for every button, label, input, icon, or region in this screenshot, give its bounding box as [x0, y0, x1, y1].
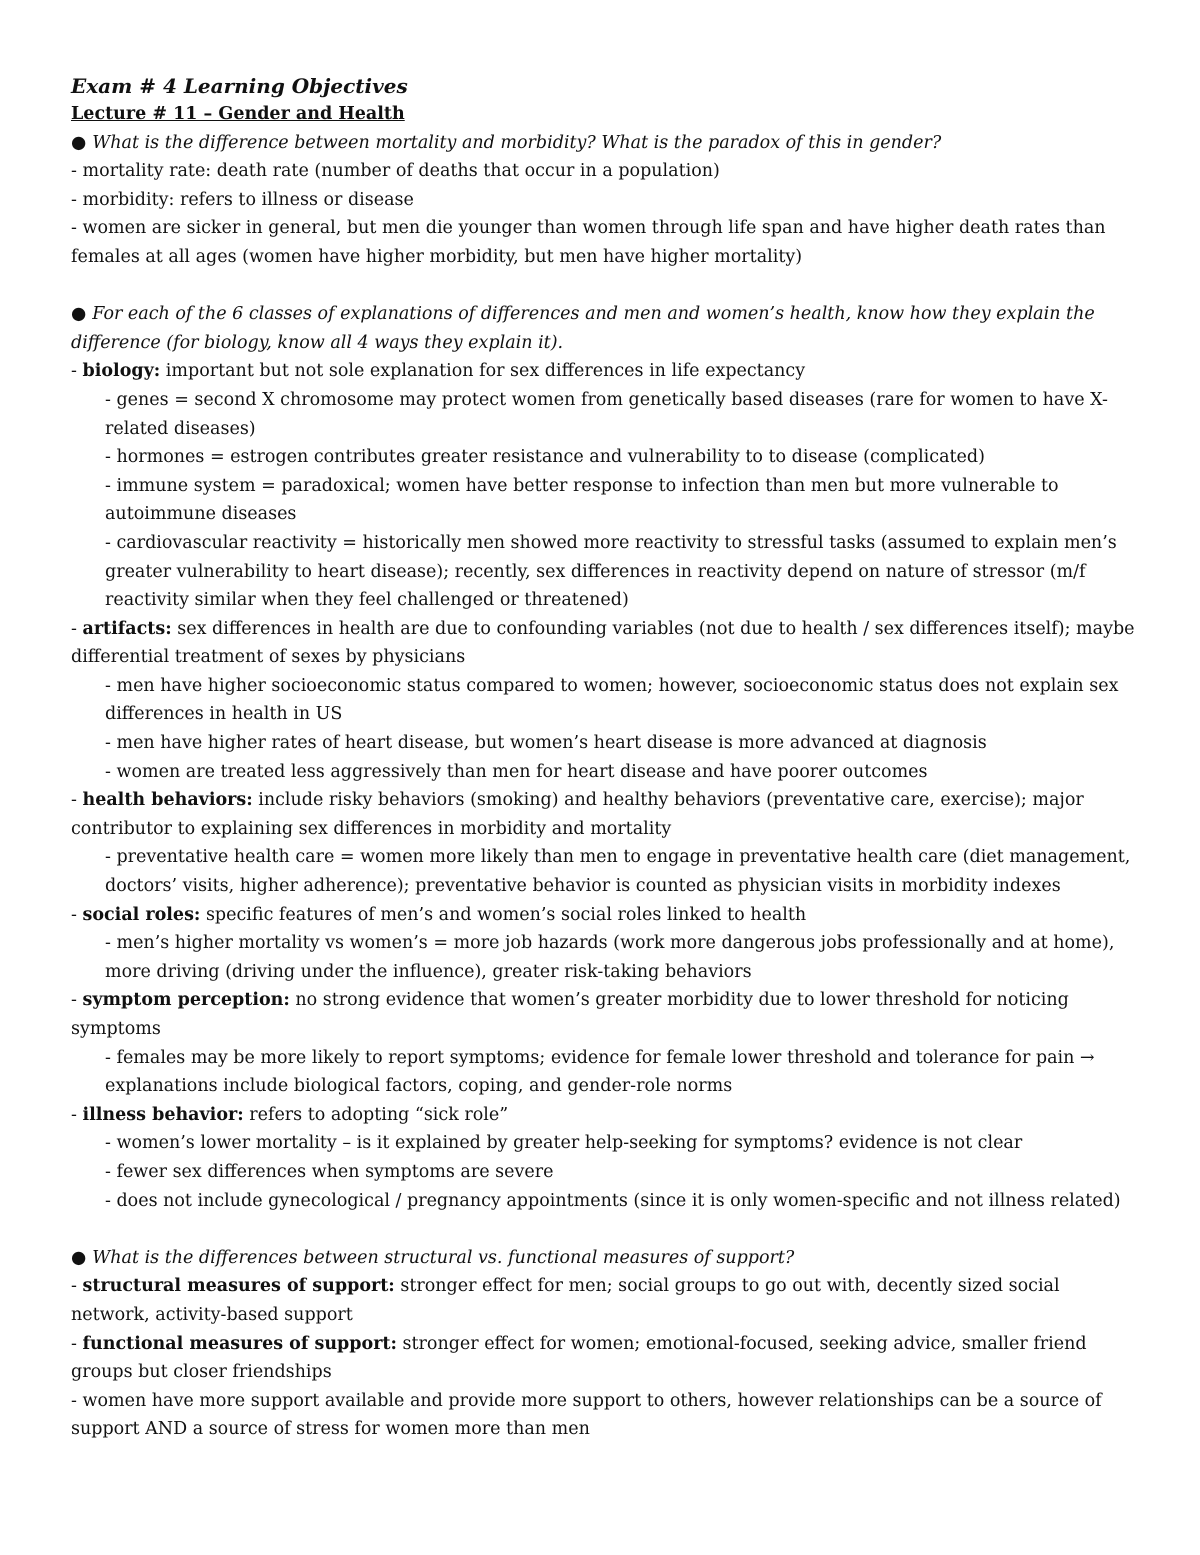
explanation-biology: - biology: important but not sole explanation for sex differences in life expectancy — [71, 361, 806, 382]
question-text: What is the difference between mortality and morbidity? What is the paradox of this in gender? — [92, 132, 942, 153]
term-label: illness behavior: — [82, 1104, 244, 1125]
term-description: include risky behaviors (smoking) and healthy behaviors (preventative care, exercise); major contributor to explaining sex differences in morbidity and mortality — [71, 790, 1084, 839]
bullet-icon: ● — [71, 132, 87, 153]
sub-point: - men’s higher mortality vs women’s = more job hazards (work more dangerous jobs professionally and at home), more driving (driving under the influence), greater risk-taking behaviors — [105, 933, 1115, 982]
term-label: symptom perception: — [82, 990, 290, 1011]
term-description: refers to adopting “sick role” — [243, 1104, 509, 1125]
term-description: sex differences in health are due to confounding variables (not due to health / sex differences itself); maybe differential treatment of sexes by physicians — [71, 618, 1135, 668]
sub-point: - immune system = paradoxical; women have better response to infection than men but more vulnerable to autoimmune diseases — [105, 475, 1059, 525]
bullet-icon: ● — [71, 1247, 87, 1268]
answer-line: - mortality rate: death rate (number of deaths that occur in a population) — [71, 161, 720, 182]
term-description: stronger effect for men; social groups to go out with, decently sized social network, activity-based support — [71, 1276, 1060, 1325]
explanation-symptom-perception: - symptom perception: no strong evidence that women’s greater morbidity due to lower threshold for noticing symptoms — [71, 990, 1069, 1039]
term-label: functional measures of support: — [82, 1333, 397, 1354]
question-text: For each of the 6 classes of explanations of differences and men and women’s health, know how they explain the difference (for biology, know all 4 ways they explain it). — [71, 304, 1095, 353]
document-title: Exam # 4 Learning Objectives — [71, 74, 408, 98]
sub-point: - men have higher rates of heart disease, but women’s heart disease is more advanced at diagnosis — [105, 733, 987, 754]
spacer — [71, 272, 1136, 301]
bullet-icon: ● — [71, 304, 87, 325]
term-description: stronger effect for women; emotional-focused, seeking advice, smaller friend groups but closer friendships — [71, 1333, 1087, 1383]
term-label: health behaviors: — [82, 790, 253, 811]
lecture-heading: Lecture # 11 – Gender and Health — [71, 104, 405, 124]
term-label: structural measures of support: — [82, 1276, 395, 1297]
term-description: specific features of men’s and women’s social roles linked to health — [200, 904, 807, 925]
question-mortality-morbidity — [71, 129, 1136, 158]
answer-line: - women are sicker in general, but men die younger than women through life span and have higher death rates than females at all ages (women have higher morbidity, but men have higher mortality) — [71, 218, 1106, 267]
document-page — [71, 72, 1136, 1444]
sub-point: - genes = second X chromosome may protect women from genetically based diseases (rare for women to have X-related diseases) — [105, 389, 1108, 439]
sub-point: - does not include gynecological / pregnancy appointments (since it is only women-specific and not illness related) — [105, 1190, 1121, 1211]
explanation-illness-behavior: - illness behavior: refers to adopting “sick role” — [71, 1104, 509, 1125]
term-description: important but not sole explanation for sex differences in life expectancy — [160, 361, 806, 382]
sub-point: - men have higher socioeconomic status compared to women; however, socioeconomic status does not explain sex differences in health in US — [105, 675, 1119, 725]
explanation-artifacts: - artifacts: sex differences in health are due to confounding variables (not due to health / sex differences itself); maybe differential treatment of sexes by physicians — [71, 618, 1135, 668]
sub-point: - women are treated less aggressively than men for heart disease and have poorer outcomes — [105, 761, 928, 782]
sub-point: - preventative health care = women more likely than men to engage in preventative health care (diet management, doctors’ visits, higher adherence); preventative behavior is counted as physician visits in morbidity indexes — [105, 847, 1131, 897]
term-description: no strong evidence that women’s greater morbidity due to lower threshold for noticing symptoms — [71, 990, 1069, 1039]
question-six-explanations — [71, 300, 1136, 357]
spacer — [71, 1215, 1136, 1244]
sub-point: - females may be more likely to report symptoms; evidence for female lower threshold and tolerance for pain → explanations include biological factors, coping, and gender-role norms — [105, 1047, 1095, 1097]
sub-point: - cardiovascular reactivity = historically men showed more reactivity to stressful tasks (assumed to explain men’s greater vulnerability to heart disease); recently, sex differences in reactivity depend on nature of stressor (m/f reactivity similar when they feel challenged or threatened) — [105, 532, 1117, 611]
explanation-social-roles: - social roles: specific features of men’s and women’s social roles linked to health — [71, 904, 807, 925]
explanation-health-behaviors: - health behaviors: include risky behaviors (smoking) and healthy behaviors (preventative care, exercise); major contributor to explaining sex differences in morbidity and mortality — [71, 790, 1084, 839]
answer-closing: - women have more support available and provide more support to others, however relationships can be a source of support AND a source of stress for women more than men — [71, 1390, 1102, 1440]
question-structural-functional — [71, 1244, 1136, 1273]
sub-point: - fewer sex differences when symptoms are severe — [105, 1161, 554, 1182]
sub-point: - hormones = estrogen contributes greater resistance and vulnerability to to disease (complicated) — [105, 447, 985, 468]
sub-point: - women’s lower mortality – is it explained by greater help-seeking for symptoms? evidence is not clear — [105, 1133, 1023, 1154]
term-label: biology: — [82, 361, 161, 382]
answer-line: - morbidity: refers to illness or disease — [71, 189, 414, 210]
term-label: artifacts: — [82, 618, 172, 639]
question-text: What is the differences between structural vs. functional measures of support? — [92, 1247, 795, 1268]
answer-structural-support: - structural measures of support: stronger effect for men; social groups to go out with, decently sized social network, activity-based support — [71, 1276, 1060, 1325]
answer-functional-support: - functional measures of support: stronger effect for women; emotional-focused, seeking advice, smaller friend groups but closer friendships — [71, 1333, 1087, 1383]
term-label: social roles: — [82, 904, 201, 925]
